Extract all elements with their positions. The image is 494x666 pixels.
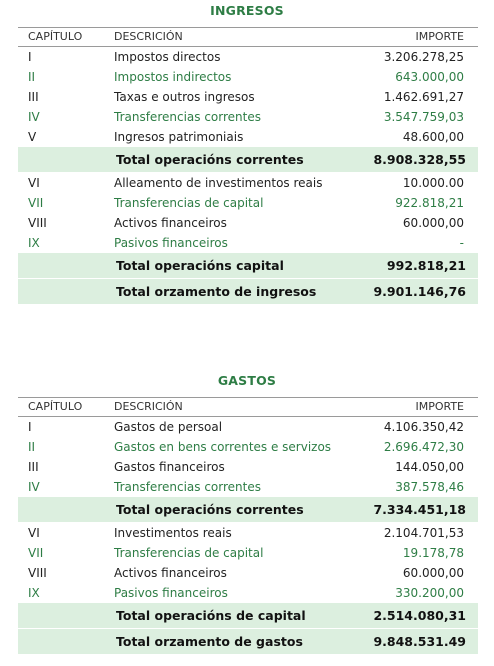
grand-total-row xyxy=(18,629,478,655)
table-row xyxy=(18,67,478,87)
row-descricion: Gastos financeiros xyxy=(114,460,225,474)
row-descricion: Activos financeiros xyxy=(114,566,227,580)
total-value: 8.908.328,55 xyxy=(373,152,466,167)
row-importe: 3.206.278,25 xyxy=(383,50,464,64)
gastos-table xyxy=(18,397,478,655)
row-descricion: Impostos directos xyxy=(114,50,221,64)
total-row xyxy=(18,253,478,279)
total-label: Total operacións correntes xyxy=(116,152,304,167)
table-row xyxy=(18,233,478,253)
header-descricion: DESCRICIÓN xyxy=(114,30,183,43)
row-descricion: Pasivos financeiros xyxy=(114,236,228,250)
row-importe: 60.000,00 xyxy=(402,566,464,580)
table-row xyxy=(18,477,478,497)
ingresos-title: INGRESOS xyxy=(210,3,284,18)
row-capitulo: IX xyxy=(28,586,40,600)
table-row xyxy=(18,87,478,107)
table-header xyxy=(18,397,478,417)
grand-total-value: 9.848.531.49 xyxy=(373,634,466,649)
row-descricion: Transferencias correntes xyxy=(114,110,261,124)
table-row xyxy=(18,193,478,213)
header-capitulo: CAPÍTULO xyxy=(28,30,83,43)
header-descricion: DESCRICIÓN xyxy=(114,400,183,413)
table-row xyxy=(18,457,478,477)
row-importe: 4.106.350,42 xyxy=(383,420,464,434)
row-importe: - xyxy=(459,236,464,250)
row-capitulo: II xyxy=(28,440,36,454)
row-capitulo: III xyxy=(28,460,39,474)
row-descricion: Pasivos financeiros xyxy=(114,586,228,600)
table-row xyxy=(18,563,478,583)
row-capitulo: VIII xyxy=(28,566,47,580)
row-capitulo: VII xyxy=(28,196,44,210)
row-descricion: Transferencias de capital xyxy=(114,196,264,210)
table-row xyxy=(18,417,478,437)
grand-total-label: Total orzamento de ingresos xyxy=(116,284,317,299)
header-importe: IMPORTE xyxy=(415,30,464,43)
table-row xyxy=(18,127,478,147)
grand-total-value: 9.901.146,76 xyxy=(373,284,466,299)
row-importe: 19.178,78 xyxy=(402,546,464,560)
total-label: Total operacións capital xyxy=(116,258,284,273)
row-importe: 48.600,00 xyxy=(402,130,464,144)
row-capitulo: VII xyxy=(28,546,44,560)
row-importe: 387.578,46 xyxy=(395,480,464,494)
grand-total-label: Total orzamento de gastos xyxy=(116,634,303,649)
total-row xyxy=(18,603,478,629)
table-row xyxy=(18,47,478,67)
row-descricion: Transferencias de capital xyxy=(114,546,264,560)
row-importe: 643.000,00 xyxy=(395,70,464,84)
header-capitulo: CAPÍTULO xyxy=(28,400,83,413)
header-importe: IMPORTE xyxy=(415,400,464,413)
total-label: Total operacións correntes xyxy=(116,502,304,517)
row-importe: 3.547.759,03 xyxy=(383,110,464,124)
row-descricion: Impostos indirectos xyxy=(114,70,232,84)
row-descricion: Gastos en bens correntes e servizos xyxy=(114,440,332,454)
row-descricion: Investimentos reais xyxy=(114,526,232,540)
row-descricion: Activos financeiros xyxy=(114,216,227,230)
row-capitulo: VI xyxy=(28,176,40,190)
row-capitulo: VI xyxy=(28,526,40,540)
row-capitulo: VIII xyxy=(28,216,47,230)
table-row xyxy=(18,523,478,543)
row-capitulo: V xyxy=(28,130,37,144)
total-value: 992.818,21 xyxy=(386,258,466,273)
row-descricion: Alleamento de investimentos reais xyxy=(114,176,323,190)
row-capitulo: IV xyxy=(28,110,40,124)
row-capitulo: III xyxy=(28,90,39,104)
total-label: Total operacións de capital xyxy=(116,608,306,623)
row-importe: 60.000,00 xyxy=(402,216,464,230)
row-capitulo: IV xyxy=(28,480,40,494)
table-row xyxy=(18,173,478,193)
row-importe: 330.200,00 xyxy=(395,586,464,600)
grand-total-row xyxy=(18,279,478,305)
row-importe: 10.000.00 xyxy=(402,176,464,190)
row-capitulo: IX xyxy=(28,236,40,250)
row-importe: 1.462.691,27 xyxy=(383,90,464,104)
table-row xyxy=(18,543,478,563)
row-importe: 2.104.701,53 xyxy=(383,526,464,540)
table-row xyxy=(18,213,478,233)
table-header xyxy=(18,27,478,47)
row-importe: 922.818,21 xyxy=(395,196,464,210)
row-capitulo: I xyxy=(28,420,32,434)
total-value: 7.334.451,18 xyxy=(373,502,466,517)
ingresos-table xyxy=(18,27,478,305)
total-row xyxy=(18,147,478,173)
row-importe: 2.696.472,30 xyxy=(383,440,464,454)
table-row xyxy=(18,107,478,127)
table-row xyxy=(18,583,478,603)
table-row xyxy=(18,437,478,457)
row-importe: 144.050,00 xyxy=(395,460,464,474)
row-capitulo: I xyxy=(28,50,32,64)
row-descricion: Ingresos patrimoniais xyxy=(114,130,244,144)
row-descricion: Taxas e outros ingresos xyxy=(114,90,255,104)
row-descricion: Gastos de persoal xyxy=(114,420,223,434)
total-row xyxy=(18,497,478,523)
gastos-title: GASTOS xyxy=(217,373,277,388)
row-capitulo: II xyxy=(28,70,36,84)
row-descricion: Transferencias correntes xyxy=(114,480,261,494)
total-value: 2.514.080,31 xyxy=(373,608,466,623)
